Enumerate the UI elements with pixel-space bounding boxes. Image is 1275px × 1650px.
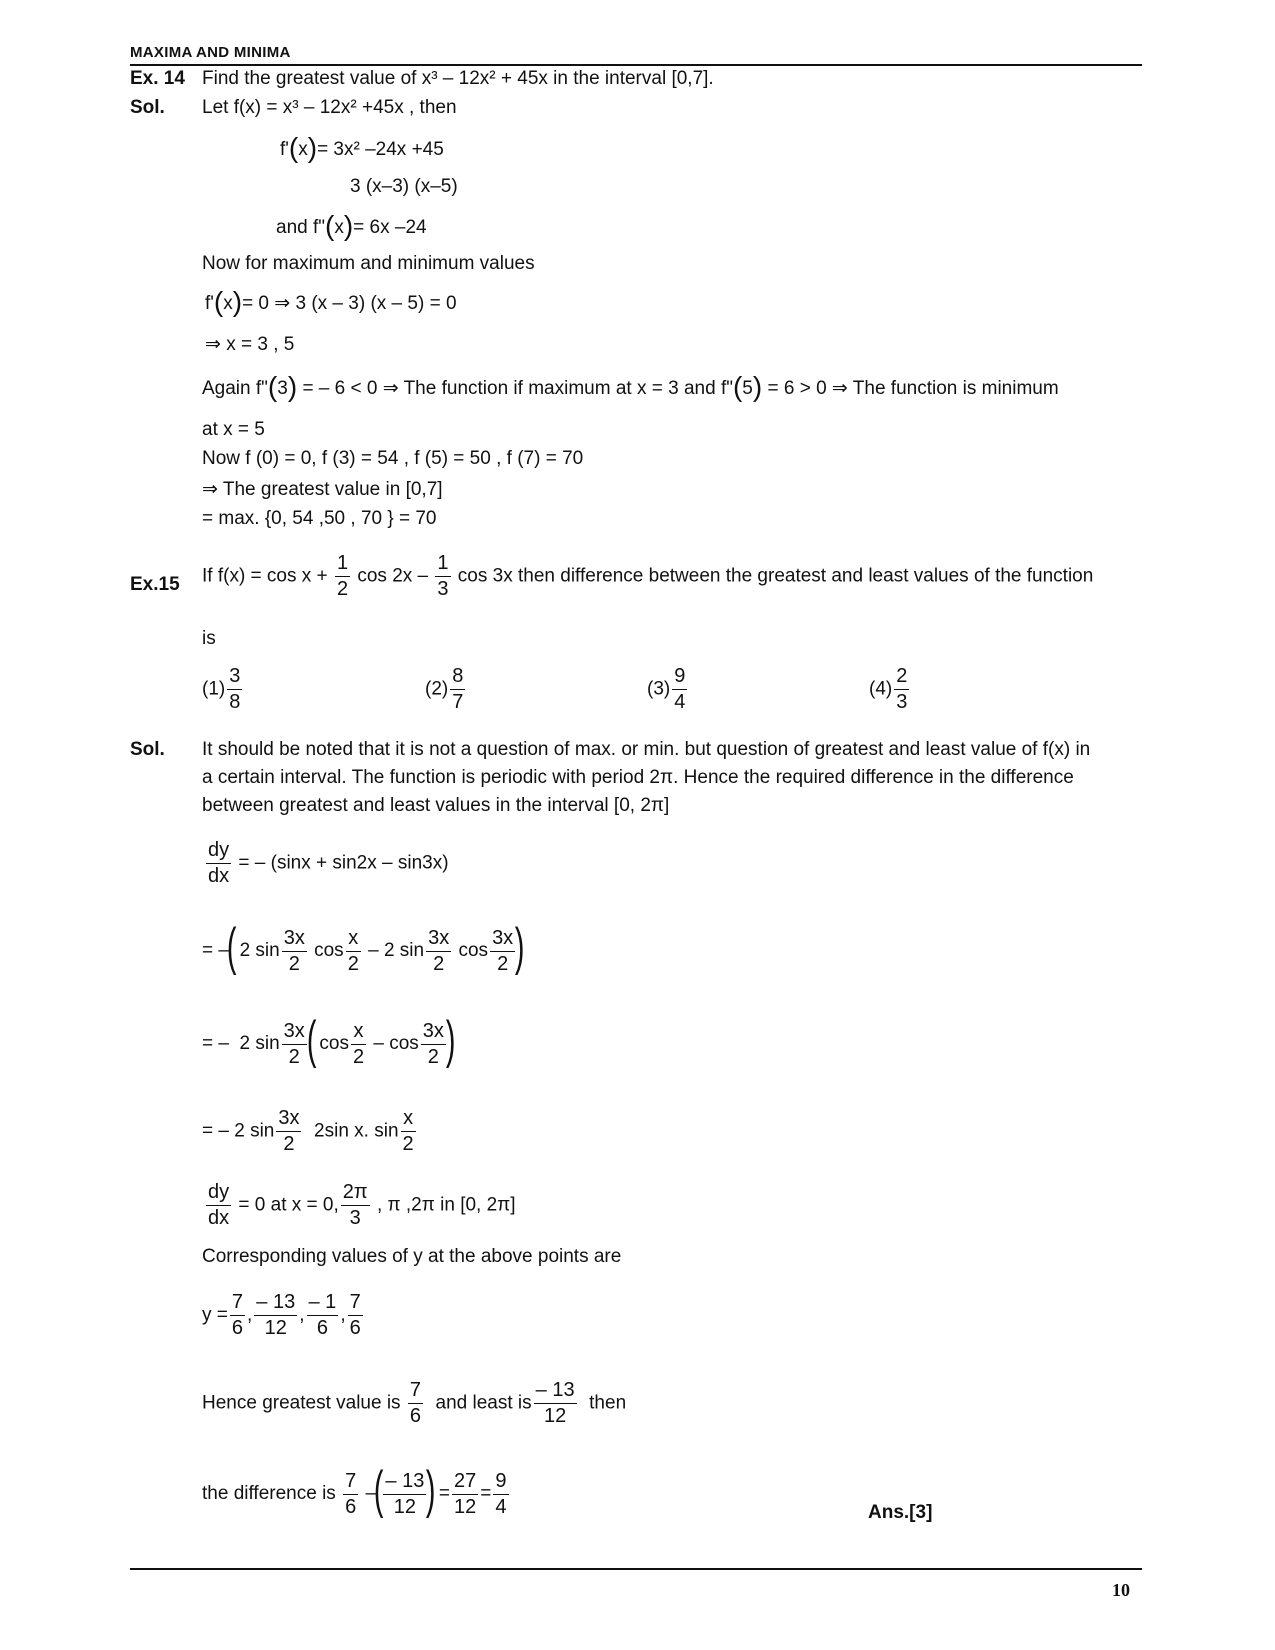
- ex15-q-frac-2: $\frac{1}{3}$: [437, 552, 449, 600]
- ex14-label: Ex. 14: [130, 68, 185, 89]
- ex14-line-10: Now f (0) = 0, f (3) = 54 , f (5) = 50 , f (7) = 70: [202, 448, 584, 469]
- ex14-l8-a: Again: [202, 378, 251, 400]
- ex15-q-c: cos 3x then difference between the greatest and least values of the function: [457, 565, 1094, 587]
- ex15-label: Ex.15: [130, 574, 180, 595]
- ex14-d1-var: x: [298, 139, 308, 161]
- ex14-l8-v1: 3: [277, 378, 288, 400]
- corresponding-text: Corresponding values of y at the above points are: [202, 1246, 622, 1267]
- ex14-line-8: Again f"(3) = – 6 < 0 ⇒ The function if maximum at x = 3 and f"(5) = 6 > 0 ⇒ The function is minimum: [202, 371, 1059, 402]
- ex15-question: [202, 553, 1093, 600]
- ex14-line-6: f'(x)= 0 ⇒ 3 (x – 3) (x – 5) = 0: [205, 286, 457, 317]
- ex14-factored: 3 (x–3) (x–5): [350, 176, 458, 197]
- page-number: 10: [1112, 1580, 1130, 1600]
- option-4: (4) $\frac{2}{3}$: [869, 665, 908, 713]
- eq-1-rhs: = – (sinx + sin2x – sin3x): [238, 852, 449, 874]
- option-1: (1) $\frac{3}{8}$: [202, 665, 241, 713]
- ex14-question: Find the greatest value of x³ – 12x² + 45x in the interval [0,7].: [202, 68, 714, 89]
- eq-1: $\frac{dy}{dx}$ = – (sinx + sin2x – sin3x): [208, 839, 449, 887]
- eq-5: $\frac{dy}{dx}$ = 0 at x = 0, $\frac{2\pi}{3}$ , π ,2π in [0, 2π]: [208, 1181, 516, 1229]
- ex15-question-end: is: [202, 628, 216, 649]
- ex15-sol-p2: a certain interval. The function is periodic with period 2π. Hence the required difference in the difference: [202, 767, 1074, 788]
- ex15-q-frac-1: $\frac{1}{2}$: [336, 552, 349, 600]
- header-rule: [130, 64, 1142, 66]
- ex15-q-a: If f(x) = cos x +: [202, 565, 328, 587]
- ex15-q-b: cos 2x –: [357, 565, 429, 587]
- ex14-l6-fn: f': [205, 293, 214, 315]
- ex14-derivative-1: f'(x)= 3x² –24x +45: [280, 132, 444, 163]
- ex14-d2-var: x: [334, 217, 344, 239]
- ex14-l8-b: = – 6 < 0 ⇒ The function if maximum at x = 3 and: [302, 378, 716, 400]
- y-values: y = $\frac{7}{6}$ , $\frac{- 13}{12}$ , $\frac{- 1}{6}$ , $\frac{7}{6}$: [202, 1291, 361, 1339]
- ex14-l8-fn2: f": [720, 378, 733, 400]
- ex14-line-12: = max. {0, 54 ,50 , 70 } = 70: [202, 508, 437, 529]
- ex15-sol-p3: between greatest and least values in the interval [0, 2π]: [202, 795, 670, 816]
- hence-line: Hence greatest value is $\frac{7}{6}$ and least is $\frac{- 13}{12}$ then: [202, 1379, 627, 1427]
- option-3: (3) $\frac{9}{4}$: [647, 665, 686, 713]
- ex14-line-1: Let f(x) = x³ – 12x² +45x , then: [202, 97, 457, 118]
- ex14-l8-v2: 5: [742, 378, 753, 400]
- answer: Ans.[3]: [868, 1502, 933, 1523]
- ex15-sol-label: Sol.: [130, 739, 165, 760]
- ex14-d2-rhs: = 6x –24: [353, 217, 427, 239]
- ex14-d2-fn: f": [312, 217, 326, 239]
- option-2: (2) $\frac{8}{7}$: [425, 665, 464, 713]
- ex14-line-9: at x = 5: [202, 419, 265, 440]
- eq-2: = –( 2 sin $\frac{3x}{2}$ cos $\frac{x}{2}$ – 2 sin $\frac{3x}{2}$ cos $\frac{3x}{2}$ ): [202, 918, 525, 976]
- ex14-sol-label: Sol.: [130, 97, 165, 118]
- ex15-sol-p1: It should be noted that it is not a question of max. or min. but question of greatest and least value of f(x) in: [202, 739, 1091, 760]
- eq-3: = – 2 sin $\frac{3x}{2}$ ( cos $\frac{x}{2}$ – cos $\frac{3x}{2}$ ): [202, 1011, 456, 1069]
- ex14-d1-rhs: = 3x² –24x +45: [317, 139, 444, 161]
- ex14-d1-fn: f': [280, 139, 289, 161]
- footer-rule: [130, 1568, 1142, 1570]
- ex14-d2-pre: and: [276, 217, 308, 239]
- ex14-derivative-2: and f"(x)= 6x –24: [276, 210, 427, 241]
- ex14-l6-rhs: = 0 ⇒ 3 (x – 3) (x – 5) = 0: [242, 293, 457, 315]
- difference-line: the difference is $\frac{7}{6}$ –( $\frac{- 13}{12}$ ) = $\frac{27}{12}$ = $\frac{9}{4}$: [202, 1461, 507, 1519]
- ex14-line-7: ⇒ x = 3 , 5: [205, 334, 295, 355]
- ex14-l6-var: x: [223, 293, 233, 315]
- ex14-line-11: ⇒ The greatest value in [0,7]: [202, 479, 443, 500]
- ex14-line-5: Now for maximum and minimum values: [202, 253, 535, 274]
- eq-4: = – 2 sin $\frac{3x}{2}$ 2sin x. sin $\frac{x}{2}$: [202, 1107, 414, 1155]
- ex14-l8-fn1: f": [255, 378, 268, 400]
- chapter-header: MAXIMA AND MINIMA: [130, 44, 291, 61]
- ex14-l8-c: = 6 > 0 ⇒ The function is minimum: [767, 378, 1059, 400]
